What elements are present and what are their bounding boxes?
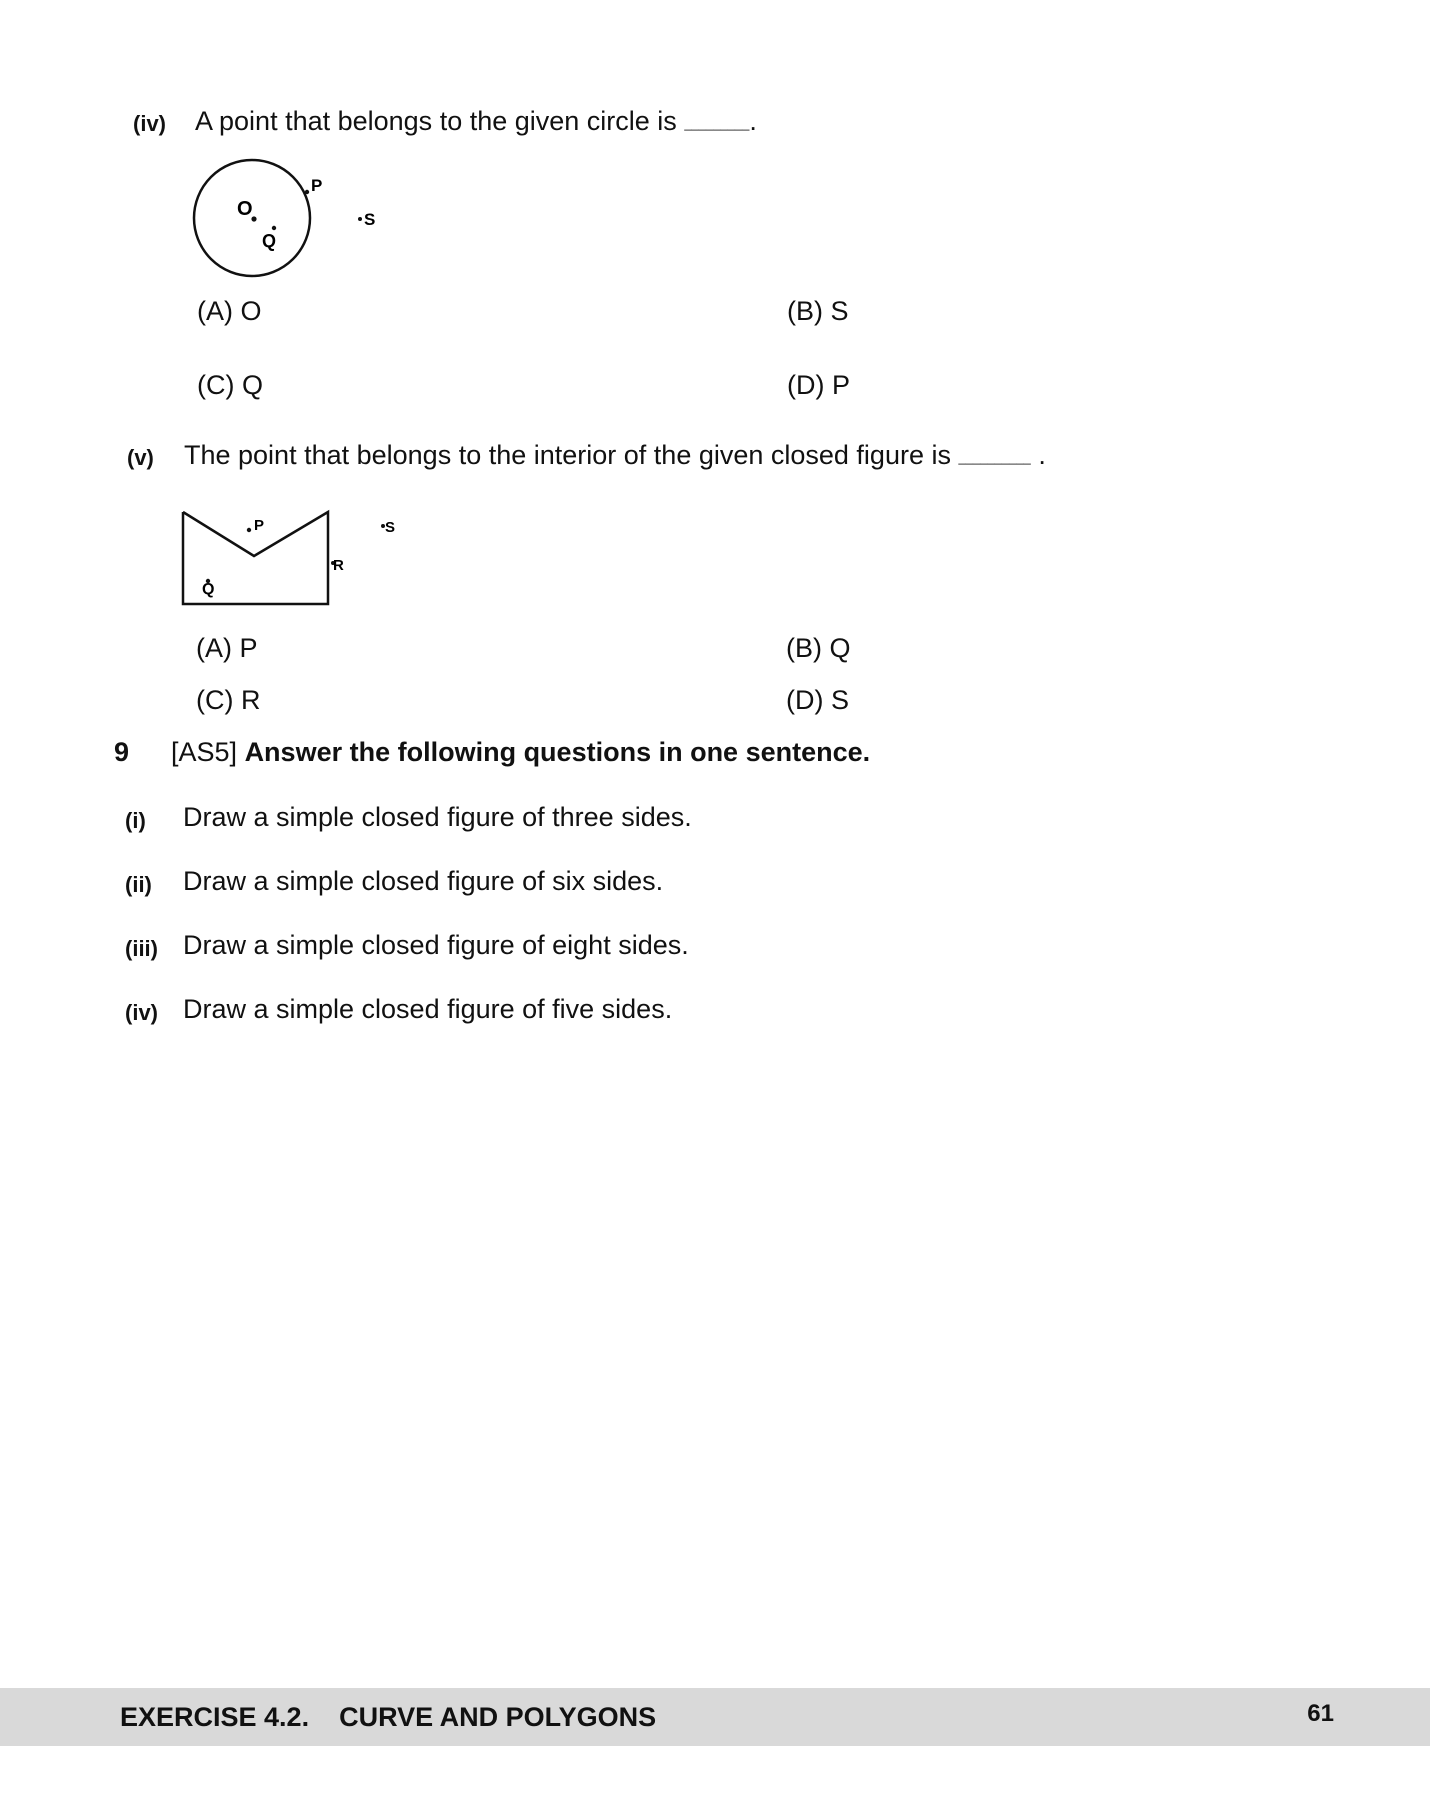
label-s: S — [364, 210, 376, 229]
question-v-blank: __________ — [958, 450, 1031, 465]
closed-figure — [170, 500, 410, 615]
point-p-dot — [247, 528, 251, 532]
question-9-heading — [171, 737, 870, 768]
question-iv-end: . — [749, 106, 757, 136]
question-iv-blank: _________ — [684, 116, 750, 131]
circle-figure — [190, 150, 390, 290]
q9-item-iii-number: (iii) — [125, 936, 158, 961]
option-v-c[interactable]: (C) R — [196, 685, 261, 715]
option-iv-a[interactable]: (A) O — [197, 296, 262, 326]
question-9-number: 9 — [114, 737, 130, 767]
question-iv-prompt: A point that belongs to the given circle is — [195, 106, 677, 136]
point-s-dot — [358, 217, 362, 221]
page-number: 61 — [1307, 1700, 1334, 1727]
option-iv-b[interactable]: (B) S — [787, 296, 849, 326]
point-p-dot — [305, 190, 309, 194]
label-p: P — [311, 176, 323, 195]
option-v-d[interactable]: (D) S — [786, 685, 849, 715]
label-q: Q — [262, 231, 277, 251]
q9-item-i-text: Draw a simple closed figure of three sides. — [183, 802, 692, 832]
point-q-dot — [272, 226, 276, 230]
option-iv-c[interactable]: (C) Q — [197, 370, 263, 400]
question-v-text — [184, 440, 1046, 471]
question-iv-number: (iv) — [133, 111, 166, 136]
question-9-instruction: Answer the following questions in one sentence. — [244, 737, 871, 767]
question-iv-text — [195, 106, 757, 137]
label-p: P — [254, 517, 265, 534]
question-v-prompt: The point that belongs to the interior of the given closed figure is — [184, 440, 951, 470]
footer-bar — [0, 1688, 1430, 1746]
option-v-a[interactable]: (A) P — [196, 633, 258, 663]
label-r: R — [333, 557, 344, 574]
label-q: Q — [202, 581, 215, 598]
option-v-b[interactable]: (B) Q — [786, 633, 851, 663]
q9-item-iii-text: Draw a simple closed figure of eight sides. — [183, 930, 689, 960]
question-9-tag: [AS5] — [171, 737, 238, 767]
question-v-number: (v) — [127, 445, 154, 470]
q9-item-iv-text: Draw a simple closed figure of five sides. — [183, 994, 673, 1024]
q9-item-ii-number: (ii) — [125, 872, 152, 897]
label-s: S — [385, 519, 396, 536]
q9-item-i-number: (i) — [125, 808, 146, 833]
q9-item-ii-text: Draw a simple closed figure of six sides. — [183, 866, 664, 896]
option-iv-d[interactable]: (D) P — [787, 370, 850, 400]
label-o: O — [237, 198, 253, 220]
question-v-end: . — [1038, 440, 1046, 470]
q9-item-iv-number: (iv) — [125, 1000, 158, 1025]
footer-title: EXERCISE 4.2. CURVE AND POLYGONS — [120, 1702, 657, 1732]
